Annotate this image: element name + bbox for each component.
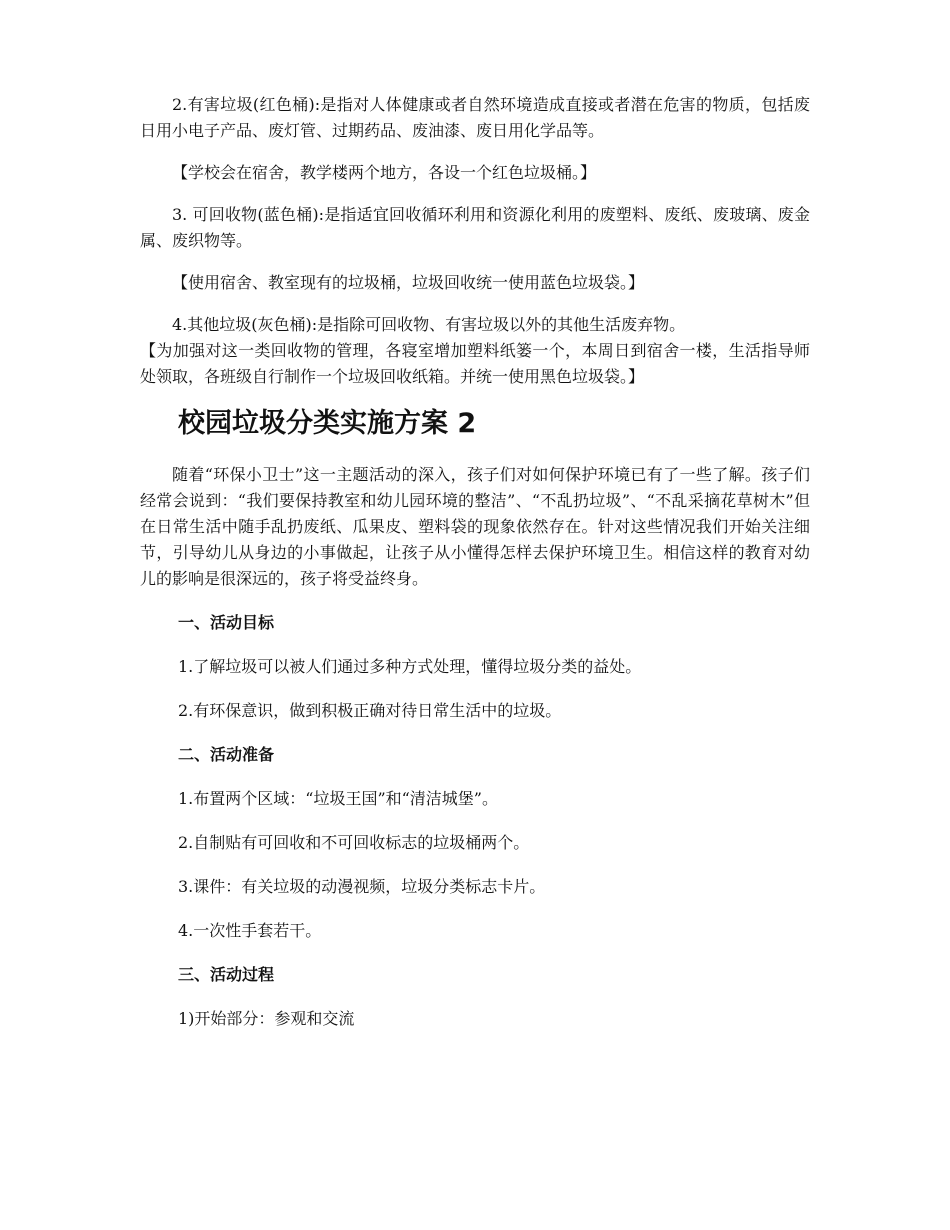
note-other-waste: 【为加强对这一类回收物的管理，各寝室增加塑料纸篓一个，本周日到宿舍一楼，生活指导师处领取，各班级自行制作一个垃圾回收纸箱。并统一使用黑色垃圾袋。】 [140, 341, 810, 386]
note-hazardous-waste: 【学校会在宿舍，教学楼两个地方，各设一个红色垃圾桶。】 [172, 163, 597, 182]
note-recyclable: 【使用宿舍、教室现有的垃圾桶，垃圾回收统一使用蓝色垃圾袋。】 [172, 273, 645, 292]
section-title-process: 三、活动过程 [178, 965, 275, 984]
list-item: 2.自制贴有可回收和不可回收标志的垃圾桶两个。 [178, 833, 530, 852]
section-title-preparation: 二、活动准备 [178, 745, 275, 764]
intro-paragraph: 随着“环保小卫士”这一主题活动的深入，孩子们对如何保护环境已有了一些了解。孩子们经常会说到：“我们要保持教室和幼儿园环境的整洁”、“不乱扔垃圾”、“不乱采摘花草树木”但在日常生活中随手乱扔废纸、瓜果皮、塑料袋的现象依然存在。针对这些情况我们开始关注细节，引导幼儿从身边的小事做起，让孩子从小懂得怎样去保护环境卫生。相信这样的教育对幼儿的影响是很深远的，孩子将受益终身。 [140, 465, 810, 588]
list-item: 4.一次性手套若干。 [178, 921, 322, 940]
section-title-goals: 一、活动目标 [178, 613, 275, 632]
paragraph-hazardous-waste: 2.有害垃圾(红色桶):是指对人体健康或者自然环境造成直接或者潜在危害的物质，包括废日用小电子产品、废灯管、过期药品、废油漆、废日用化学品等。 [140, 95, 810, 140]
document-body [140, 92, 810, 1032]
list-item: 1.布置两个区域：“垃圾王国”和“清洁城堡”。 [178, 789, 498, 808]
paragraph-recyclable: 3. 可回收物(蓝色桶):是指适宜回收循环利用和资源化利用的废塑料、废纸、废玻璃、废金属、废织物等。 [140, 205, 810, 250]
list-item: 1)开始部分：参观和交流 [178, 1009, 355, 1028]
list-item: 2.有环保意识，做到积极正确对待日常生活中的垃圾。 [178, 701, 562, 720]
section-heading: 校园垃圾分类实施方案 2 [178, 408, 477, 439]
paragraph-other-waste: 4.其他垃圾(灰色桶):是指除可回收物、有害垃圾以外的其他生活废弃物。 [172, 315, 686, 334]
list-item: 1.了解垃圾可以被人们通过多种方式处理，懂得垃圾分类的益处。 [178, 657, 642, 676]
list-item: 3.课件：有关垃圾的动漫视频，垃圾分类标志卡片。 [178, 877, 546, 896]
